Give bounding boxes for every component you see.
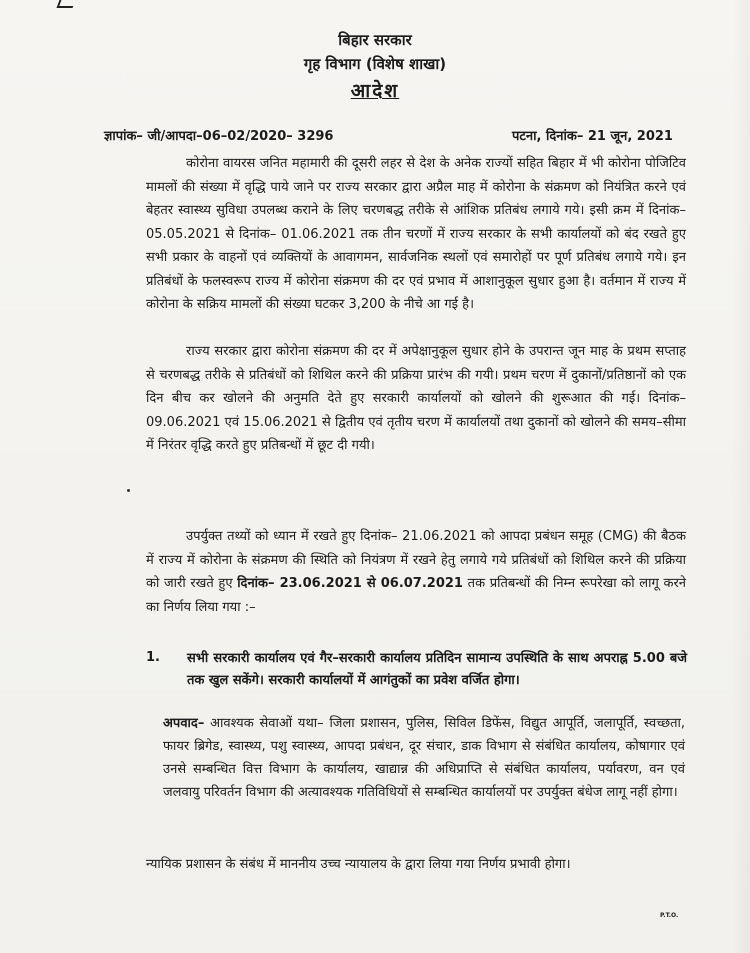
- exception-text: आवश्यक सेवाओं यथा– जिला प्रशासन, पुलिस, सिविल डिफेंस, विद्युत आपूर्ति, जलापूर्ति, स्वच्छता, फायर ब्रिगेड, स्वास्थ्य, पशु स्वास्थ्य, आपदा प्रबंधन, दूर संचार, डाक विभाग से संबंधित कार्यालय, कोषागार एवं उनसे सम्बन्धित वित्त विभाग के कार्यालय, खाद्यान्न की अधिप्राप्ति से संबंधित कार्यालय, पर्यावरण, वन एवं जलवायु परिवर्तन विभाग की अत्यावश्यक गतिविधियों से सम्बन्धित कार्यालयों पर उपर्युक्त बंधेज लागू नहीं होगा।: [163, 716, 685, 800]
- pto-mark: P.T.O.: [660, 912, 679, 919]
- paragraph-3-end: तक प्रतिबन्धों की निम्न रूपरेखा को लागू करने का निर्णय लिया गया :–: [146, 576, 686, 615]
- exception-label: अपवाद–: [163, 716, 205, 731]
- paragraph-1: कोरोना वायरस जनित महामारी की दूसरी लहर से देश के अनेक राज्यों सहित बिहार में भी कोरोना पोजिटिव मामलों की संख्या में वृद्धि पाये जाने पर राज्य सरकार द्वारा अप्रैल माह में कोरोना के संक्रमण को नियंत्रित करने एवं बेहतर स्वास्थ्य सुविधा उपलब्ध कराने के लिए चरणबद्ध तरीके से आंशिक प्रतिबंध लगाये गये। इसी क्रम में दिनांक– 05.05.2021 से दिनांक– 01.06.2021 तक तीन चरणों में राज्य सरकार के सभी कार्यालयों को बंद रखते हुए सभी प्रकार के वाहनों एवं व्यक्तियों के आवागमन, सार्वजनिक स्थलों एवं समारोहों पर पूर्ण प्रतिबंध लगाये गये। इन प्रतिबंधों के फलस्वरूप राज्य में कोरोना संक्रमण की दर एवं प्रभाव में आशानुकूल सुधार हुआ है। वर्तमान में राज्य में कोरोना के सक्रिय मामलों की संख्या घटकर 3,200 के नीचे आ गई है।: [146, 156, 686, 312]
- page-corner-mark: [57, 0, 76, 8]
- order-heading: आदेश: [350, 80, 400, 102]
- item-1-text: सभी सरकारी कार्यालय एवं गैर–सरकारी कार्यालय प्रतिदिन सामान्य उपस्थिति के साथ अपराह्न 5.00 बजे तक खुल सकेंगे। सरकारी कार्यालयों में आगंतुकों का प्रवेश वर्जित होगा।: [187, 651, 687, 688]
- item-1-number: 1.: [146, 650, 160, 665]
- government-title: बिहार सरकार: [338, 31, 412, 49]
- paragraph-3-dates: दिनांक– 23.06.2021 से 06.07.2021: [237, 576, 463, 591]
- margin-dot: [127, 489, 130, 492]
- page-edge-shadow: [732, 0, 750, 953]
- paragraph-2: राज्य सरकार द्वारा कोरोना संक्रमण की दर में अपेक्षानुकूल सुधार होने के उपरान्त जून माह के प्रथम सप्ताह से चरणबद्ध तरीके से प्रतिबंधों को शिथिल करने की प्रक्रिया प्रारंभ की गयी। प्रथम चरण में दुकानों/प्रतिष्ठानों को एक दिन बीच कर खोलने की अनुमति देते हुए सरकारी कार्यालयों को खोलने की शुरूआत की गई। दिनांक– 09.06.2021 एवं 15.06.2021 से द्वितीय एवं तृतीय चरण में कार्यालयों तथा दुकानों को खोलने की समय–सीमा में निरंतर वृद्धि करते हुए प्रतिबन्धों में छूट दी गयी।: [146, 344, 686, 453]
- department-title: गृह विभाग (विशेष शाखा): [303, 55, 447, 73]
- paragraph-3-start: उपर्युक्त तथ्यों को ध्यान में रखते हुए दिनांक– 21.06.2021 को आपदा प्रबंधन समूह (CMG) की बैठक में राज्य में कोरोना के संक्रमण की स्थिति को नियंत्रण में रखने हेतु लगाये गये प्रतिबंधों को शिथिल करने की प्रक्रिया को जारी रखते हुए: [146, 529, 686, 591]
- paragraph-3: [146, 525, 686, 619]
- exception-block: [163, 712, 685, 804]
- place-date: पटना, दिनांक– 21 जून, 2021: [512, 129, 673, 144]
- memo-number: ज्ञापांक– जी/आपदा–06–02/2020– 3296: [104, 129, 334, 144]
- judicial-note: न्यायिक प्रशासन के संबंध में माननीय उच्च न्यायालय के द्वारा लिया गया निर्णय प्रभावी होगा।: [146, 857, 571, 872]
